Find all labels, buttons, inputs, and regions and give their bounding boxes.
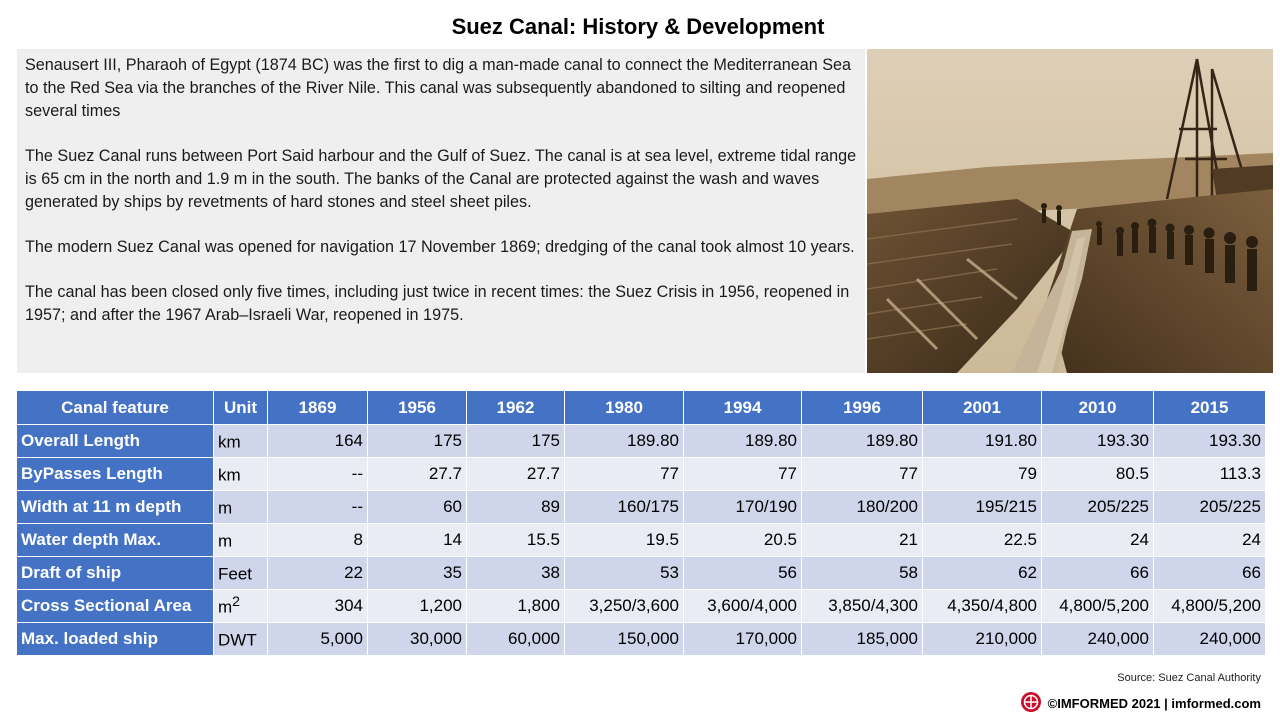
- unit-text: m: [218, 498, 233, 518]
- table-row: [17, 557, 1266, 590]
- value-cell: 21: [802, 524, 923, 557]
- value-cell: 19.5: [565, 524, 684, 557]
- value-cell: 53: [565, 557, 684, 590]
- value-cell: 22.5: [923, 524, 1042, 557]
- unit-cell: [214, 491, 268, 524]
- value-cell: 5,000: [268, 623, 368, 656]
- table-row: [17, 458, 1266, 491]
- intro-text-panel: [17, 49, 865, 373]
- value-cell: 27.7: [368, 458, 467, 491]
- value-cell: 66: [1154, 557, 1266, 590]
- table-row: [17, 425, 1266, 458]
- unit-cell: [214, 557, 268, 590]
- header-cell: 2010: [1042, 391, 1154, 425]
- value-cell: 4,800/5,200: [1154, 590, 1266, 623]
- value-cell: 189.80: [565, 425, 684, 458]
- table-row: [17, 491, 1266, 524]
- value-cell: 4,350/4,800: [923, 590, 1042, 623]
- table-row: [17, 590, 1266, 623]
- value-cell: 38: [467, 557, 565, 590]
- value-cell: 175: [467, 425, 565, 458]
- value-cell: 1,200: [368, 590, 467, 623]
- footer-site-link[interactable]: imformed.com: [1171, 695, 1261, 711]
- unit-text: Feet: [218, 564, 253, 584]
- value-cell: 210,000: [923, 623, 1042, 656]
- header-cell: 1869: [268, 391, 368, 425]
- feature-cell: Water depth Max.: [17, 524, 214, 557]
- feature-cell: Cross Sectional Area: [17, 590, 214, 623]
- unit-cell: [214, 590, 268, 623]
- header-cell: Canal feature: [17, 391, 214, 425]
- value-cell: 3,600/4,000: [684, 590, 802, 623]
- footer-separator: |: [1160, 695, 1172, 711]
- page-title: Suez Canal: History & Development: [451, 14, 825, 39]
- footer-brand: ©IMFORMED 2021: [1047, 695, 1161, 711]
- value-cell: 175: [368, 425, 467, 458]
- value-cell: 240,000: [1154, 623, 1266, 656]
- table-header-row: [17, 391, 1266, 425]
- value-cell: 195/215: [923, 491, 1042, 524]
- value-cell: 66: [1042, 557, 1154, 590]
- value-cell: 193.30: [1154, 425, 1266, 458]
- value-cell: 8: [268, 524, 368, 557]
- value-cell: 205/225: [1042, 491, 1154, 524]
- value-cell: 15.5: [467, 524, 565, 557]
- unit-cell: [214, 524, 268, 557]
- header-cell: 1956: [368, 391, 467, 425]
- value-cell: 189.80: [802, 425, 923, 458]
- value-cell: 24: [1042, 524, 1154, 557]
- value-cell: 14: [368, 524, 467, 557]
- value-cell: 1,800: [467, 590, 565, 623]
- header-cell: 2001: [923, 391, 1042, 425]
- imformed-logo-icon: [1020, 691, 1042, 716]
- intro-paragraph-2: The Suez Canal runs between Port Said harbour and the Gulf of Suez. The canal is at sea level, extreme tidal range is 65 cm in the north and 1.9 m in the south. The banks of the Canal are protected against the wash and waves generated by ships by revetments of hard stones and steel sheet piles.: [25, 147, 857, 211]
- header-cell: 1962: [467, 391, 565, 425]
- value-cell: 62: [923, 557, 1042, 590]
- value-cell: 185,000: [802, 623, 923, 656]
- value-cell: 89: [467, 491, 565, 524]
- intro-paragraph-4: The canal has been closed only five times, including just twice in recent times: the Suez Crisis in 1956, reopened in 1957; and after the 1967 Arab–Israeli War, reopened in 1975.: [25, 283, 850, 324]
- feature-cell: Overall Length: [17, 425, 214, 458]
- value-cell: 60: [368, 491, 467, 524]
- value-cell: 170,000: [684, 623, 802, 656]
- unit-text: m: [218, 597, 233, 617]
- value-cell: 189.80: [684, 425, 802, 458]
- header-cell: Unit: [214, 391, 268, 425]
- source-note: Source: Suez Canal Authority: [1117, 672, 1261, 684]
- value-cell: --: [268, 491, 368, 524]
- value-cell: 20.5: [684, 524, 802, 557]
- feature-cell: Draft of ship: [17, 557, 214, 590]
- value-cell: 164: [268, 425, 368, 458]
- value-cell: 77: [802, 458, 923, 491]
- unit-superscript: 2: [232, 594, 241, 611]
- header-cell: 1996: [802, 391, 923, 425]
- value-cell: 56: [684, 557, 802, 590]
- value-cell: 205/225: [1154, 491, 1266, 524]
- value-cell: 150,000: [565, 623, 684, 656]
- value-cell: 24: [1154, 524, 1266, 557]
- value-cell: 79: [923, 458, 1042, 491]
- value-cell: 3,250/3,600: [565, 590, 684, 623]
- value-cell: 58: [802, 557, 923, 590]
- value-cell: 60,000: [467, 623, 565, 656]
- value-cell: 193.30: [1042, 425, 1154, 458]
- canal-excavation-photo: [867, 49, 1273, 373]
- table-row: [17, 524, 1266, 557]
- value-cell: 22: [268, 557, 368, 590]
- unit-cell: [214, 623, 268, 656]
- unit-cell: [214, 425, 268, 458]
- footer: [1020, 690, 1261, 716]
- value-cell: 304: [268, 590, 368, 623]
- unit-text: km: [218, 432, 241, 452]
- value-cell: 4,800/5,200: [1042, 590, 1154, 623]
- value-cell: 80.5: [1042, 458, 1154, 491]
- value-cell: 170/190: [684, 491, 802, 524]
- unit-text: DWT: [218, 630, 257, 650]
- feature-cell: ByPasses Length: [17, 458, 214, 491]
- value-cell: 240,000: [1042, 623, 1154, 656]
- header-cell: 2015: [1154, 391, 1266, 425]
- intro-paragraph-3: The modern Suez Canal was opened for navigation 17 November 1869; dredging of the canal took almost 10 years.: [25, 238, 855, 256]
- value-cell: 160/175: [565, 491, 684, 524]
- value-cell: 27.7: [467, 458, 565, 491]
- feature-cell: Max. loaded ship: [17, 623, 214, 656]
- value-cell: 30,000: [368, 623, 467, 656]
- table-row: [17, 623, 1266, 656]
- feature-cell: Width at 11 m depth: [17, 491, 214, 524]
- unit-cell: [214, 458, 268, 491]
- value-cell: 180/200: [802, 491, 923, 524]
- value-cell: 35: [368, 557, 467, 590]
- value-cell: --: [268, 458, 368, 491]
- value-cell: 113.3: [1154, 458, 1266, 491]
- unit-text: m: [218, 531, 233, 551]
- value-cell: 191.80: [923, 425, 1042, 458]
- intro-paragraph-1: Senausert III, Pharaoh of Egypt (1874 BC) was the first to dig a man-made canal to connect the Mediterranean Sea to the Red Sea via the branches of the River Nile. This canal was subsequently abandoned to silting and reopened several times: [25, 56, 852, 120]
- header-cell: 1994: [684, 391, 802, 425]
- header-cell: 1980: [565, 391, 684, 425]
- value-cell: 77: [684, 458, 802, 491]
- value-cell: 77: [565, 458, 684, 491]
- unit-text: km: [218, 465, 241, 485]
- value-cell: 3,850/4,300: [802, 590, 923, 623]
- canal-features-table: [16, 390, 1266, 656]
